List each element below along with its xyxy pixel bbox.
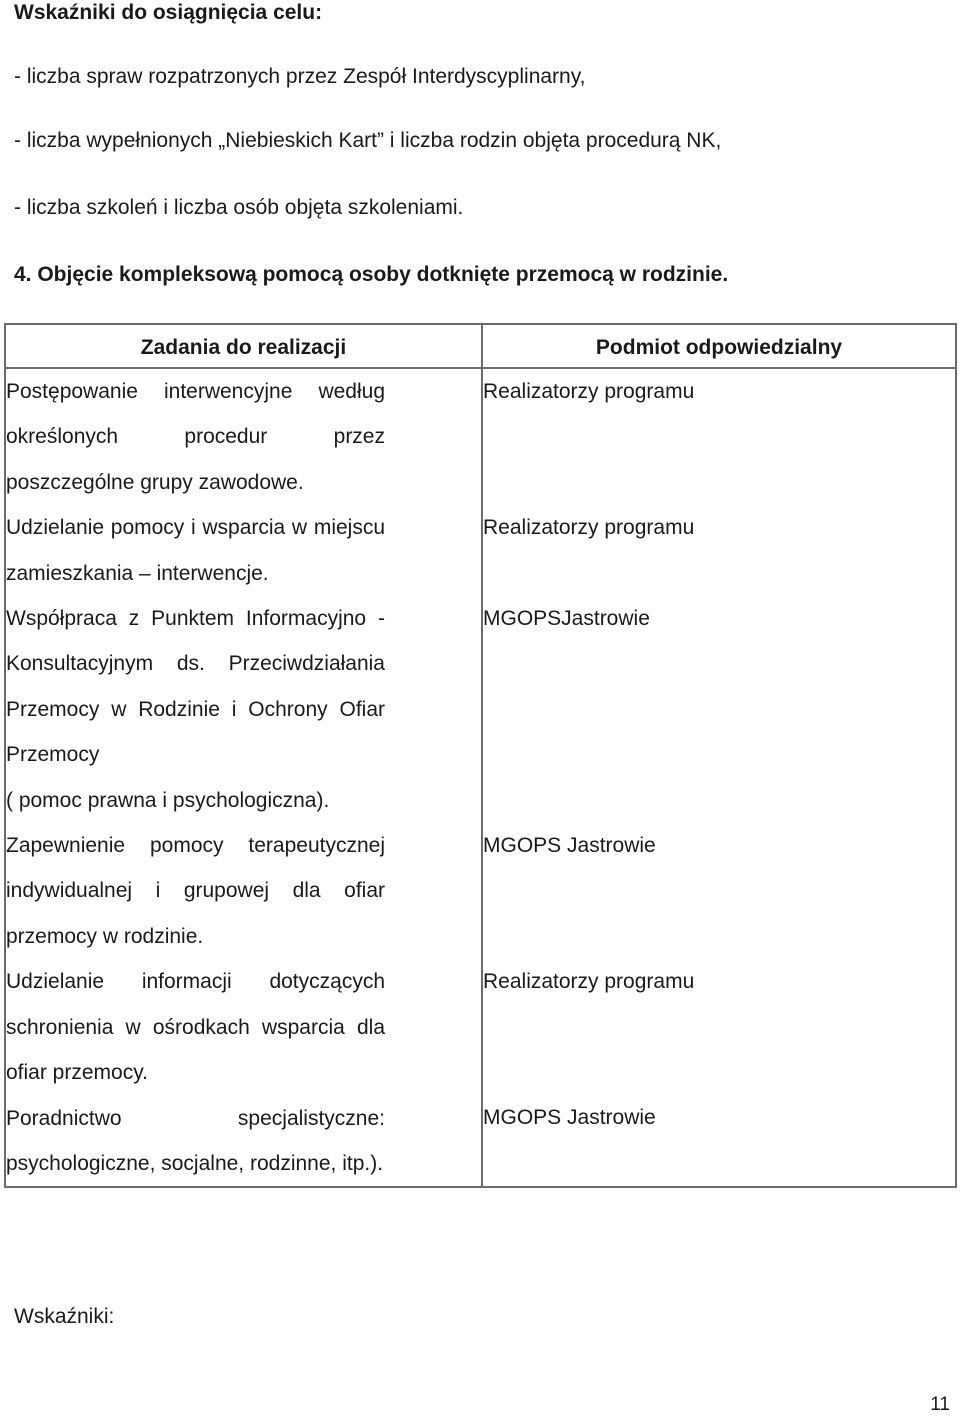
task-line: itp.). <box>342 1151 384 1175</box>
task-item <box>6 596 385 823</box>
tasks-cell <box>5 368 482 1187</box>
task-item <box>6 505 385 596</box>
task-line: Postępowanie interwencyjne według <box>6 380 385 403</box>
task-line: Przemocy w Rodzinie i Ochrony Ofiar <box>6 697 385 721</box>
indicators-heading: Wskaźniki do osiągnięcia celu: <box>14 1 323 24</box>
column-header-responsible: Podmiot odpowiedzialny <box>482 324 956 368</box>
responsible-entry: Realizatorzy programu <box>483 380 695 403</box>
task-line: poszczególne grupy zawodowe. <box>6 470 304 494</box>
task-line: przemocy w rodzinie. <box>6 924 204 948</box>
task-line: indywidualnej i grupowej dla ofiar <box>6 879 385 903</box>
column-header-tasks: Zadania do realizacji <box>5 324 482 368</box>
page-number: 11 <box>930 1394 950 1415</box>
task-line: psychologiczne, socjalne, rodzinne, <box>6 1151 337 1175</box>
task-item <box>6 1096 385 1187</box>
goal-heading: 4. Objęcie kompleksową pomocą osoby dotknięte przemocą w rodzinie. <box>14 263 729 286</box>
task-item <box>6 369 385 505</box>
table-row <box>5 368 956 1187</box>
task-line: Zapewnienie pomocy terapeutycznej <box>6 834 385 858</box>
responsible-entry: MGOPSJastrowie <box>483 607 650 630</box>
task-line: Udzielanie pomocy i wsparcia w <box>6 516 308 540</box>
indicator-item: - liczba spraw rozpatrzonych przez Zespół Interdyscyplinarny, <box>14 65 586 88</box>
task-line: Udzielanie informacji dotyczących <box>6 970 385 994</box>
indicators-label: Wskaźniki: <box>14 1305 115 1328</box>
responsible-entry: MGOPS Jastrowie <box>483 834 656 857</box>
responsible-entry: Realizatorzy programu <box>483 970 695 993</box>
responsible-entry: Realizatorzy programu <box>483 516 695 539</box>
task-line: Współpraca z Punktem Informacyjno <box>6 607 367 631</box>
task-line: dla ofiar przemocy. <box>6 1015 385 1085</box>
indicator-item: - liczba wypełnionych „Niebieskich Kart” i liczba rodzin objęta procedurą NK, <box>14 129 722 152</box>
task-item <box>6 823 385 959</box>
task-line: Przemocy <box>6 743 100 767</box>
responsible-cell <box>482 368 956 1187</box>
task-line: Poradnictwo specjalistyczne: <box>6 1106 385 1130</box>
indicator-item: - liczba szkoleń i liczba osób objęta szkoleniami. <box>14 196 464 219</box>
task-line: ( pomoc prawna i psychologiczna). <box>6 788 330 812</box>
task-line: miejscu zamieszkania – interwencje. <box>6 516 386 585</box>
responsible-entry: MGOPS Jastrowie <box>483 1106 656 1129</box>
table-header-row <box>5 324 956 368</box>
tasks-table <box>4 323 957 1188</box>
task-line: schronienia w ośrodkach wsparcia <box>6 1015 345 1039</box>
task-item <box>6 959 385 1095</box>
task-line: określonych procedur przez <box>6 425 385 449</box>
task-line: - Konsultacyjnym ds. Przeciwdziałania <box>6 607 385 676</box>
